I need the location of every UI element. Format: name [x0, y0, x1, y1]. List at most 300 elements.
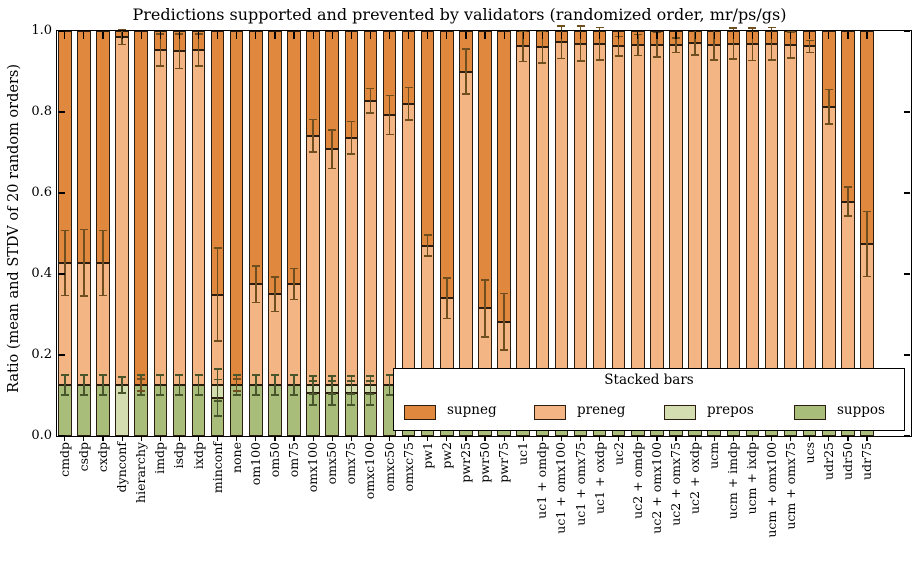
- preneg-error-bar-cap: [557, 58, 565, 60]
- x-tick-label: ucm + omx100: [763, 442, 779, 538]
- suppos-error-bar-cap: [233, 374, 241, 376]
- x-tick-bottom: [771, 436, 772, 441]
- preneg-error-bar-cap: [80, 229, 88, 231]
- suppos-error-bar: [83, 375, 85, 395]
- preneg-error-bar-cap: [577, 25, 585, 27]
- bar-segment-supneg: [268, 31, 282, 294]
- preneg-error-bar: [675, 38, 677, 53]
- x-tick-top: [580, 32, 581, 39]
- x-tick-top: [446, 32, 447, 39]
- x-tick-bottom: [446, 436, 447, 441]
- x-tick-label: uc1 + omx100: [553, 442, 569, 534]
- bar-segment-preneg: [822, 107, 836, 385]
- suppos-error-bar-cap: [252, 394, 260, 396]
- x-tick-bottom: [809, 436, 810, 441]
- y-tick-left: [58, 354, 65, 355]
- x-tick-label: uc1 + omx75: [572, 442, 588, 526]
- x-tick-label: hierarchy: [133, 442, 149, 503]
- preneg-error-bar-cap: [653, 56, 661, 58]
- bar-segment-supneg: [134, 31, 148, 385]
- x-tick-top: [236, 32, 237, 39]
- x-tick-bottom: [102, 436, 103, 441]
- preneg-error-bar-cap: [863, 211, 871, 213]
- y-tick-label: 0.6: [31, 185, 52, 200]
- suppos-error-bar-cap: [175, 394, 183, 396]
- x-tick-top: [714, 32, 715, 39]
- bar-segment-preneg: [173, 51, 187, 385]
- x-tick-top: [217, 32, 218, 39]
- suppos-error-bar-cap: [271, 394, 279, 396]
- prepos-error-bar-cap: [214, 368, 222, 370]
- x-tick-bottom: [656, 436, 657, 441]
- x-tick-top: [695, 32, 696, 39]
- y-tick-label: 0.8: [31, 104, 52, 119]
- prepos-error-bar: [121, 377, 123, 393]
- prepos-error-bar-cap: [309, 375, 317, 377]
- x-tick-label: udr25: [820, 442, 836, 480]
- preneg-error-bar: [866, 212, 868, 277]
- x-tick-label: imdp: [152, 442, 168, 474]
- suppos-error-bar-cap: [290, 394, 298, 396]
- x-tick-top: [828, 32, 829, 39]
- preneg-error-bar-cap: [825, 123, 833, 125]
- preneg-error-bar-cap: [500, 349, 508, 351]
- bar-segment-supneg: [478, 31, 492, 308]
- bar-segment-supneg: [96, 31, 110, 263]
- x-tick-bottom: [542, 436, 543, 441]
- preneg-error-bar-cap: [634, 55, 642, 57]
- x-tick-top: [675, 32, 676, 39]
- x-tick-bottom: [141, 436, 142, 441]
- x-tick-label: ucm + imdp: [725, 442, 741, 520]
- y-tick-label: 1.0: [31, 23, 52, 38]
- suppos-error-bar: [293, 375, 295, 395]
- preneg-error-bar-cap: [309, 119, 317, 121]
- x-tick-bottom: [847, 436, 848, 441]
- x-tick-label: dynconf: [114, 442, 130, 493]
- x-tick-label: ixdp: [190, 442, 206, 470]
- suppos-error-bar-cap: [195, 394, 203, 396]
- preneg-error-bar-cap: [405, 119, 413, 121]
- preneg-error-bar-cap: [748, 60, 756, 62]
- preneg-error-bar: [179, 34, 181, 68]
- prepos-error-bar: [312, 376, 314, 394]
- preneg-error-bar-cap: [863, 276, 871, 278]
- x-tick-top: [274, 32, 275, 39]
- x-tick-top: [599, 32, 600, 39]
- bar-segment-preneg: [707, 45, 721, 385]
- x-tick-label: ucm + ixdp: [744, 442, 760, 515]
- bar-segment-preneg: [154, 50, 168, 385]
- preneg-error-bar-cap: [175, 68, 183, 70]
- x-tick-bottom: [122, 436, 123, 441]
- x-tick-bottom: [637, 436, 638, 441]
- suppos-error-bar-cap: [99, 374, 107, 376]
- x-tick-bottom: [332, 436, 333, 441]
- suppos-error-bar-cap: [366, 404, 374, 406]
- x-tick-bottom: [675, 436, 676, 441]
- x-tick-top: [64, 32, 65, 39]
- y-tick-right: [904, 273, 911, 274]
- suppos-error-bar-cap: [309, 404, 317, 406]
- legend-title: Stacked bars: [604, 372, 694, 388]
- preneg-error-bar-cap: [137, 378, 145, 380]
- bar-segment-preneg: [784, 45, 798, 385]
- preneg-error-bar-cap: [347, 121, 355, 123]
- x-tick-bottom: [179, 436, 180, 441]
- x-tick-bottom: [465, 436, 466, 441]
- y-tick-right: [904, 111, 911, 112]
- preneg-error-bar-cap: [366, 88, 374, 90]
- x-tick-label: ucm: [706, 442, 722, 469]
- preneg-error-bar: [809, 40, 811, 52]
- bar-segment-preneg: [727, 44, 741, 385]
- prepos-error-bar-cap: [309, 393, 317, 395]
- suppos-error-bar-cap: [290, 374, 298, 376]
- legend-swatch-preneg: [534, 405, 566, 420]
- y-tick-left: [58, 273, 65, 274]
- bar-segment-preneg: [593, 44, 607, 385]
- x-tick-label: csdp: [75, 442, 91, 472]
- preneg-error-bar: [293, 269, 295, 300]
- preneg-error-bar-cap: [596, 59, 604, 61]
- legend-swatch-prepos: [664, 405, 696, 420]
- preneg-error-bar-cap: [500, 293, 508, 295]
- x-tick-bottom: [236, 436, 237, 441]
- x-tick-bottom: [255, 436, 256, 441]
- x-tick-bottom: [370, 436, 371, 441]
- bar-segment-supneg: [287, 31, 301, 284]
- preneg-error-bar-cap: [271, 276, 279, 278]
- preneg-error-bar: [484, 280, 486, 337]
- prepos-error-bar: [351, 376, 353, 394]
- x-tick-top: [542, 32, 543, 39]
- preneg-error-bar-cap: [118, 44, 126, 46]
- x-tick-bottom: [160, 436, 161, 441]
- suppos-error-bar-cap: [214, 415, 222, 417]
- x-tick-label: uc2 + omx75: [668, 442, 683, 526]
- prepos-error-bar: [331, 376, 333, 394]
- preneg-error-bar-cap: [271, 311, 279, 313]
- suppos-error-bar: [255, 375, 257, 395]
- x-tick-label: cxdp: [95, 442, 110, 473]
- preneg-error-bar-cap: [787, 57, 795, 59]
- preneg-error-bar-cap: [386, 134, 394, 136]
- bar-segment-preneg: [631, 45, 645, 385]
- x-tick-label: pw2: [438, 442, 454, 469]
- suppos-error-bar: [64, 375, 66, 395]
- y-tick-left: [58, 30, 65, 31]
- preneg-error-bar-cap: [347, 153, 355, 155]
- preneg-error-bar-cap: [61, 295, 69, 297]
- bar-segment-preneg: [669, 45, 683, 385]
- suppos-error-bar: [160, 375, 162, 395]
- preneg-error-bar-cap: [252, 265, 260, 267]
- preneg-error-bar: [503, 293, 505, 350]
- x-tick-bottom: [790, 436, 791, 441]
- x-tick-bottom: [523, 436, 524, 441]
- suppos-error-bar-cap: [347, 404, 355, 406]
- preneg-error-bar-cap: [386, 95, 394, 97]
- chart-title: Predictions supported and prevented by validators (randomized order, mr/ps/gs): [132, 5, 787, 24]
- preneg-error-bar: [427, 235, 429, 256]
- x-tick-top: [255, 32, 256, 39]
- y-tick-label: 0.2: [31, 347, 52, 362]
- bar-segment-supneg: [497, 31, 511, 322]
- x-tick-top: [866, 32, 867, 39]
- prepos-error-bar: [217, 369, 219, 401]
- preneg-error-bar-cap: [462, 48, 470, 50]
- x-tick-label: omxc50: [381, 442, 397, 492]
- x-tick-label: pw1: [419, 442, 435, 469]
- x-tick-bottom: [504, 436, 505, 441]
- preneg-error-bar: [446, 278, 448, 319]
- bar-segment-preneg: [402, 104, 416, 385]
- legend: [393, 368, 905, 431]
- preneg-error-bar-cap: [710, 59, 718, 61]
- x-tick-bottom: [389, 436, 390, 441]
- preneg-error-bar-cap: [328, 168, 336, 170]
- preneg-error-bar-cap: [519, 61, 527, 63]
- x-tick-label: omx50: [324, 442, 340, 485]
- preneg-error-bar: [255, 266, 257, 302]
- x-tick-label: uc1 + omdp: [534, 442, 550, 519]
- x-tick-label: uc2: [610, 442, 626, 466]
- bar-segment-preneg: [364, 101, 378, 385]
- preneg-error-bar-cap: [691, 54, 699, 56]
- y-tick-right: [904, 435, 911, 436]
- x-tick-label: cmdp: [56, 442, 72, 477]
- preneg-error-bar-cap: [156, 65, 164, 67]
- prepos-error-bar-cap: [328, 375, 336, 377]
- x-tick-bottom: [618, 436, 619, 441]
- x-tick-top: [504, 32, 505, 39]
- preneg-error-bar-cap: [443, 318, 451, 320]
- suppos-error-bar-cap: [137, 374, 145, 376]
- preneg-error-bar: [331, 130, 333, 168]
- x-tick-bottom: [427, 436, 428, 441]
- x-tick-label: pwr25: [457, 442, 473, 483]
- x-tick-bottom: [484, 436, 485, 441]
- y-tick-left: [58, 435, 65, 436]
- x-tick-top: [408, 32, 409, 39]
- suppos-error-bar-cap: [328, 404, 336, 406]
- x-tick-top: [790, 32, 791, 39]
- prepos-error-bar-cap: [118, 376, 126, 378]
- x-tick-top: [523, 32, 524, 39]
- x-tick-top: [102, 32, 103, 39]
- preneg-error-bar: [389, 95, 391, 134]
- y-tick-right: [904, 30, 911, 31]
- suppos-error-bar-cap: [233, 394, 241, 396]
- prepos-error-bar-cap: [347, 375, 355, 377]
- y-tick-label: 0.4: [31, 266, 52, 281]
- bar-segment-supneg: [58, 31, 72, 263]
- legend-label-supneg: supneg: [447, 402, 497, 418]
- x-tick-top: [809, 32, 810, 39]
- x-tick-bottom: [733, 436, 734, 441]
- preneg-error-bar-cap: [538, 62, 546, 64]
- x-tick-top: [561, 32, 562, 39]
- bar-segment-preneg: [459, 72, 473, 386]
- y-tick-left: [58, 111, 65, 112]
- prepos-error-bar-cap: [328, 393, 336, 395]
- preneg-error-bar-cap: [99, 295, 107, 297]
- preneg-error-bar-cap: [748, 27, 756, 29]
- x-tick-top: [427, 32, 428, 39]
- suppos-error-bar-cap: [195, 374, 203, 376]
- preneg-error-bar: [561, 26, 563, 58]
- preneg-error-bar-cap: [80, 295, 88, 297]
- bar-segment-preneg: [574, 44, 588, 385]
- bar-segment-preneg: [765, 44, 779, 385]
- suppos-error-bar: [179, 375, 181, 395]
- preneg-error-bar: [408, 88, 410, 120]
- y-tick-right: [904, 192, 911, 193]
- x-tick-bottom: [83, 436, 84, 441]
- x-tick-bottom: [866, 436, 867, 441]
- preneg-error-bar-cap: [424, 255, 432, 257]
- preneg-error-bar-cap: [768, 59, 776, 61]
- x-tick-label: om50: [266, 442, 282, 478]
- preneg-error-bar-cap: [61, 230, 69, 232]
- bar-segment-preneg: [325, 149, 339, 385]
- x-tick-label: omxc100: [362, 442, 378, 500]
- preneg-error-bar-cap: [290, 268, 298, 270]
- preneg-error-bar-cap: [806, 40, 814, 42]
- x-tick-label: omxc75: [400, 442, 416, 492]
- x-tick-bottom: [274, 436, 275, 441]
- preneg-error-bar-cap: [672, 52, 680, 54]
- bar-segment-preneg: [555, 42, 569, 385]
- preneg-error-bar-cap: [99, 230, 107, 232]
- preneg-error-bar-cap: [252, 302, 260, 304]
- x-tick-top: [733, 32, 734, 39]
- preneg-error-bar-cap: [615, 55, 623, 57]
- preneg-error-bar-cap: [844, 215, 852, 217]
- preneg-error-bar-cap: [481, 279, 489, 281]
- y-tick-left: [58, 192, 65, 193]
- x-tick-top: [141, 32, 142, 39]
- suppos-error-bar-cap: [80, 374, 88, 376]
- preneg-error-bar-cap: [825, 89, 833, 91]
- x-tick-bottom: [64, 436, 65, 441]
- x-tick-label: om100: [247, 442, 263, 486]
- x-tick-bottom: [580, 436, 581, 441]
- x-tick-top: [752, 32, 753, 39]
- x-tick-bottom: [752, 436, 753, 441]
- x-tick-top: [83, 32, 84, 39]
- legend-swatch-suppos: [794, 405, 826, 420]
- x-tick-bottom: [599, 436, 600, 441]
- prepos-error-bar-cap: [118, 392, 126, 394]
- x-tick-top: [389, 32, 390, 39]
- bar-segment-preneg: [115, 37, 129, 385]
- preneg-error-bar-cap: [405, 87, 413, 89]
- bar-segment-preneg: [841, 202, 855, 386]
- legend-label-prepos: prepos: [707, 402, 754, 418]
- preneg-error-bar: [64, 231, 66, 296]
- bar-segment-preneg: [383, 115, 397, 385]
- suppos-error-bar-cap: [156, 394, 164, 396]
- preneg-error-bar: [102, 231, 104, 296]
- preneg-error-bar: [83, 229, 85, 295]
- bar-segment-preneg: [306, 136, 320, 385]
- bar-segment-preneg: [746, 44, 760, 385]
- y-tick-right: [904, 354, 911, 355]
- prepos-error-bar: [370, 376, 372, 394]
- x-tick-bottom: [695, 436, 696, 441]
- bar-segment-preneg: [192, 50, 206, 385]
- preneg-error-bar-cap: [596, 27, 604, 29]
- preneg-error-bar: [465, 49, 467, 94]
- x-tick-label: omx75: [343, 442, 359, 485]
- prepos-error-bar-cap: [347, 393, 355, 395]
- preneg-error-bar: [370, 89, 372, 113]
- preneg-error-bar: [217, 248, 219, 341]
- x-tick-label: omx100: [305, 442, 321, 493]
- x-tick-top: [370, 32, 371, 39]
- prepos-error-bar-cap: [214, 400, 222, 402]
- preneg-error-bar: [274, 277, 276, 311]
- bar-segment-preneg: [536, 47, 550, 385]
- suppos-error-bar: [102, 375, 104, 395]
- x-tick-top: [198, 32, 199, 39]
- preneg-error-bar-cap: [118, 29, 126, 31]
- preneg-error-bar-cap: [806, 52, 814, 54]
- x-tick-label: uc2 + oxdp: [687, 442, 703, 515]
- bar-segment-preneg: [421, 246, 435, 385]
- x-tick-top: [122, 32, 123, 39]
- preneg-error-bar-cap: [462, 93, 470, 95]
- legend-swatch-supneg: [404, 405, 436, 420]
- x-tick-top: [332, 32, 333, 39]
- bar-segment-preneg: [803, 46, 817, 385]
- legend-label-preneg: preneg: [577, 402, 626, 418]
- x-tick-label: uc1: [515, 442, 531, 466]
- prepos-error-bar-cap: [366, 393, 374, 395]
- x-tick-label: uc2 + omx100: [648, 442, 664, 534]
- suppos-error-bar-cap: [99, 394, 107, 396]
- bar-segment-supneg: [230, 31, 244, 385]
- preneg-error-bar-cap: [481, 336, 489, 338]
- x-tick-label: pwr50: [477, 442, 492, 483]
- preneg-error-bar: [828, 89, 830, 124]
- preneg-error-bar: [618, 37, 620, 56]
- suppos-error-bar: [389, 375, 391, 395]
- preneg-error-bar-cap: [768, 27, 776, 29]
- suppos-error-bar-cap: [137, 394, 145, 396]
- preneg-error-bar-cap: [577, 60, 585, 62]
- suppos-error-bar-cap: [252, 374, 260, 376]
- suppos-error-bar-cap: [156, 374, 164, 376]
- bar-segment-preneg: [650, 45, 664, 385]
- suppos-error-bar-cap: [271, 374, 279, 376]
- preneg-error-bar: [847, 187, 849, 216]
- x-tick-top: [656, 32, 657, 39]
- x-tick-bottom: [198, 436, 199, 441]
- x-tick-label: minconf: [209, 442, 225, 494]
- preneg-error-bar-cap: [290, 299, 298, 301]
- suppos-error-bar-cap: [61, 394, 69, 396]
- preneg-error-bar-cap: [844, 186, 852, 188]
- x-tick-bottom: [217, 436, 218, 441]
- preneg-error-bar-cap: [309, 151, 317, 153]
- preneg-error-bar-cap: [328, 129, 336, 131]
- x-tick-label: udr50: [839, 442, 855, 480]
- x-tick-bottom: [313, 436, 314, 441]
- preneg-error-bar-cap: [729, 58, 737, 60]
